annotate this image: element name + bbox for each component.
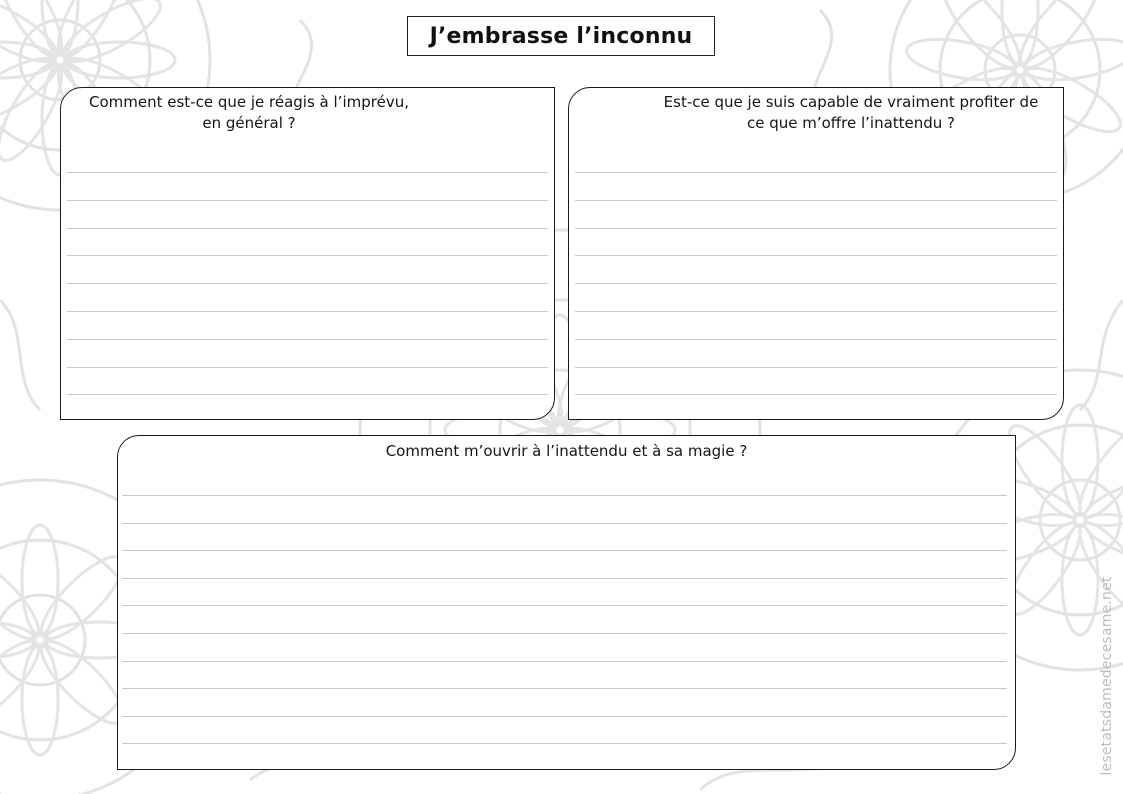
writing-line bbox=[575, 311, 1057, 312]
watermark bbox=[1096, 566, 1118, 786]
question-top-right-line2: ce que m’offre l’inattendu ? bbox=[746, 114, 956, 132]
question-top-left-line1: Comment est-ce que je réagis à l’imprévu, bbox=[89, 93, 409, 111]
question-top-right bbox=[651, 92, 1051, 134]
watermark-text: lesetatsdamedecesame.net bbox=[1099, 576, 1115, 776]
writing-line bbox=[122, 743, 1007, 744]
writing-line bbox=[67, 200, 548, 201]
writing-line bbox=[575, 228, 1057, 229]
writing-line bbox=[122, 633, 1007, 634]
writing-line bbox=[122, 578, 1007, 579]
writing-line bbox=[122, 605, 1007, 606]
writing-line bbox=[67, 367, 548, 368]
question-card-top-right bbox=[568, 87, 1064, 420]
question-bottom: Comment m’ouvrir à l’inattendu et à sa magie ? bbox=[385, 442, 748, 460]
writing-line bbox=[575, 339, 1057, 340]
writing-line bbox=[575, 255, 1057, 256]
writing-line bbox=[122, 550, 1007, 551]
question-card-top-left bbox=[60, 87, 555, 420]
title-box bbox=[407, 16, 715, 56]
question-top-left bbox=[79, 92, 419, 134]
writing-line bbox=[67, 339, 548, 340]
writing-line bbox=[67, 283, 548, 284]
writing-line bbox=[575, 367, 1057, 368]
writing-line bbox=[67, 311, 548, 312]
question-top-left-line2: en général ? bbox=[202, 114, 296, 132]
writing-line bbox=[122, 716, 1007, 717]
question-card-bottom bbox=[117, 435, 1016, 770]
writing-line bbox=[122, 495, 1007, 496]
writing-line bbox=[67, 172, 548, 173]
writing-line bbox=[67, 228, 548, 229]
writing-line bbox=[575, 283, 1057, 284]
page-title: J’embrasse l’inconnu bbox=[429, 23, 693, 49]
writing-line bbox=[575, 172, 1057, 173]
question-top-right-line1: Est-ce que je suis capable de vraiment profiter de bbox=[663, 93, 1039, 111]
writing-line bbox=[122, 661, 1007, 662]
writing-line bbox=[67, 255, 548, 256]
writing-line bbox=[122, 523, 1007, 524]
writing-line bbox=[122, 688, 1007, 689]
writing-line bbox=[575, 394, 1057, 395]
writing-line bbox=[575, 200, 1057, 201]
writing-line bbox=[67, 394, 548, 395]
